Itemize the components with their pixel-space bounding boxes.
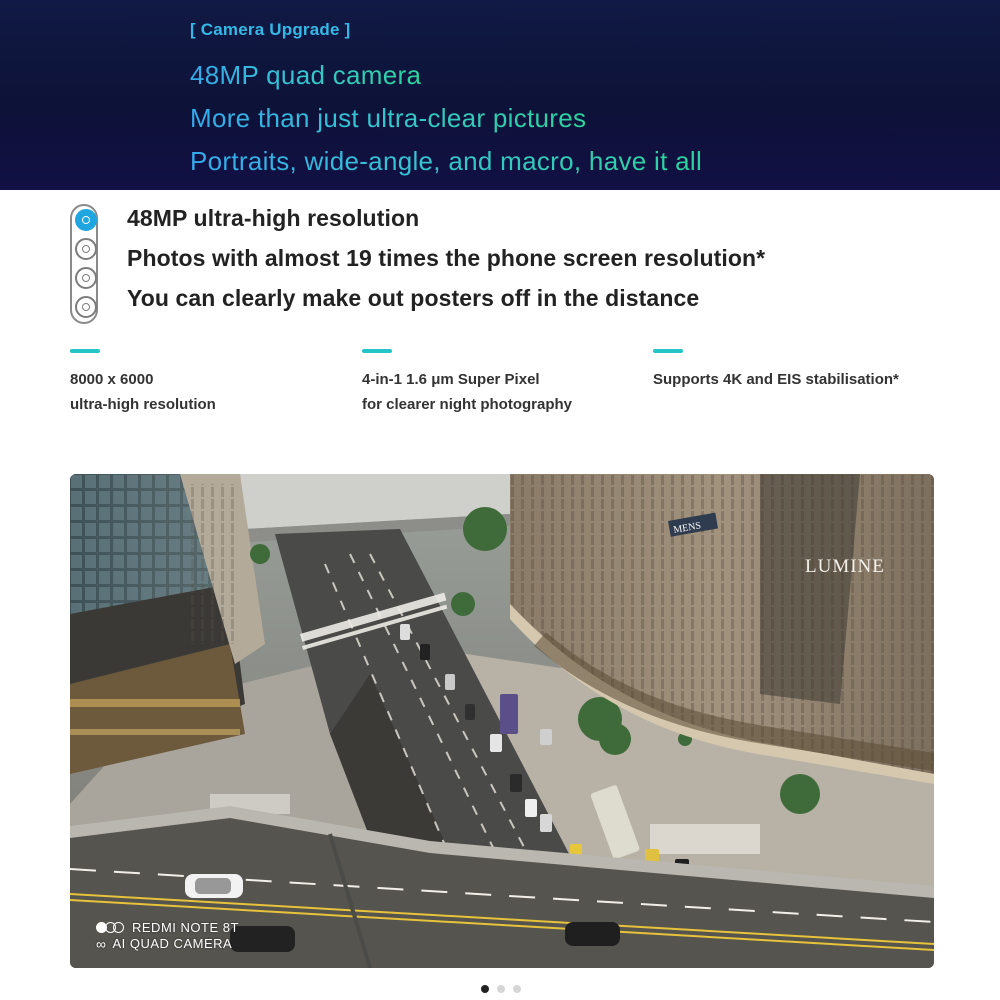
headline-line-2: Photos with almost 19 times the phone screen resolution*: [127, 245, 766, 271]
accent-bar: [653, 349, 683, 353]
sample-photo: [70, 474, 934, 968]
carousel-dot-2[interactable]: [497, 985, 505, 993]
banner-line-3: Portraits, wide-angle, and macro, have it all: [190, 146, 703, 176]
feature-subtitle: ultra-high resolution: [70, 396, 216, 413]
accent-bar: [70, 349, 100, 353]
banner-line-2: More than just ultra-clear pictures: [190, 103, 587, 133]
feature-title: 8000 x 6000: [70, 371, 154, 388]
mens-sign: MENS: [672, 520, 702, 536]
carousel-dot-1[interactable]: [481, 985, 489, 993]
section-tag: [ Camera Upgrade ]: [190, 20, 351, 39]
feature-resolution: [70, 349, 330, 417]
headline-line-3: You can clearly make out posters off in the distance: [127, 285, 700, 311]
quad-camera-module-icon: [70, 204, 98, 324]
camera-watermark: [96, 920, 239, 952]
banner-line-1: 48MP quad camera: [190, 60, 422, 90]
aerial-city-illustration: [70, 474, 934, 968]
lumine-sign: LUMINE: [805, 556, 885, 577]
watermark-model: REDMI NOTE 8T: [132, 920, 239, 935]
lens-icon: [75, 238, 97, 260]
lens-icon: [75, 296, 97, 318]
watermark-camera: AI QUAD CAMERA: [112, 936, 233, 951]
feature-super-pixel: [362, 349, 622, 417]
feature-subtitle: for clearer night photography: [362, 396, 573, 413]
camera-upgrade-banner: [0, 0, 1000, 190]
infinity-icon: ∞: [96, 936, 107, 952]
feature-4k-eis: [653, 349, 913, 392]
feature-title: 4-in-1 1.6 μm Super Pixel: [362, 371, 540, 388]
lens-icon: [75, 267, 97, 289]
feature-title: Supports 4K and EIS stabilisation*: [653, 371, 899, 388]
main-lens-icon: [75, 209, 97, 231]
carousel-dot-3[interactable]: [513, 985, 521, 993]
accent-bar: [362, 349, 392, 353]
headline-title: 48MP ultra-high resolution: [127, 205, 420, 231]
carousel-pager: [481, 985, 521, 993]
quad-lens-logo-icon: [96, 921, 126, 935]
